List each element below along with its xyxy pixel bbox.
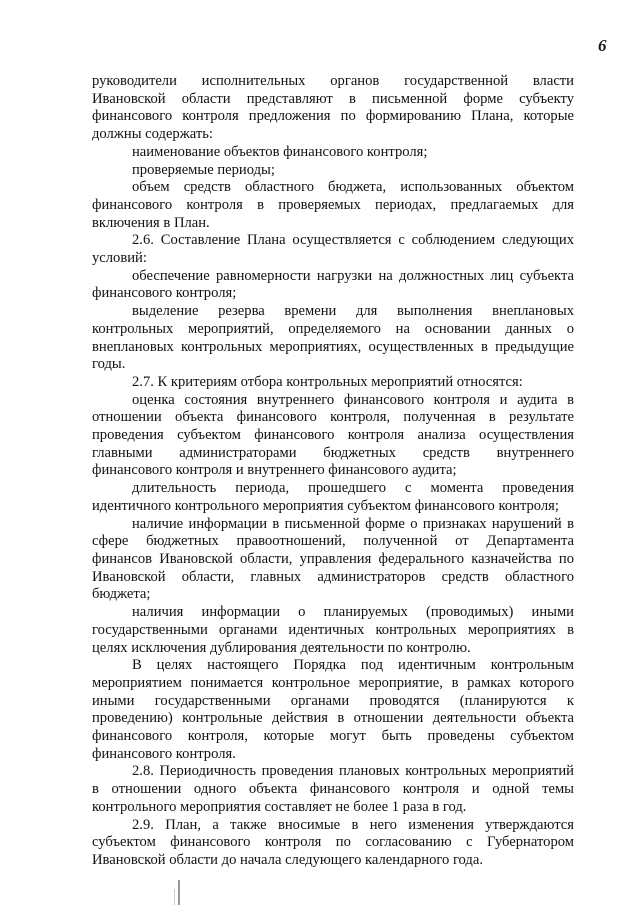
- text-line: иными государственными органами проводятся (планируются к: [92, 692, 574, 709]
- text-line: идентичного контрольного мероприятия субъектом финансового контроля;: [92, 497, 559, 514]
- text-line: В целях настоящего Порядка под идентичным контрольным: [132, 657, 574, 674]
- text-line: внеплановых контрольных мероприятиях, осуществленных в предыдущие: [92, 338, 574, 355]
- text-line: государственными органами идентичных контрольных мероприятиях в: [92, 621, 574, 638]
- text-line: проверяемые периоды;: [132, 161, 275, 178]
- text-line: проведения субъектом финансового контроля анализа осуществления: [92, 427, 574, 444]
- text-line: сфере бюджетных правоотношений, полученной от Департамента: [92, 533, 574, 550]
- text-line: наличия информации о планируемых (проводимых) иными: [132, 604, 574, 621]
- text-line: обеспечение равномерности нагрузки на должностных лиц субъекта: [132, 267, 574, 284]
- text-line: проведению) контрольные действия в отношении деятельности объекта: [92, 710, 574, 727]
- text-line: объем средств областного бюджета, использованных объектом: [132, 179, 574, 196]
- text-line: Ивановской области до начала следующего календарного года.: [92, 851, 483, 868]
- text-line: контрольного мероприятия составляет не более 1 раза в год.: [92, 798, 467, 815]
- text-line: наличие информации в письменной форме о признаках нарушений в: [132, 515, 574, 532]
- text-line: длительность периода, прошедшего с момента проведения: [132, 480, 574, 497]
- text-line: финансового контроля и внутреннего финансового аудита;: [92, 462, 457, 479]
- text-line: финансового контроля предложения по формированию Плана, которые: [92, 108, 574, 125]
- text-line: финансового контроля, которые могут быть проведены субъектом: [92, 728, 574, 745]
- text-line: 2.8. Периодичность проведения плановых контрольных мероприятий: [132, 763, 574, 780]
- text-line: оценка состояния внутреннего финансового контроля и аудита в: [132, 391, 574, 408]
- text-line: в отношении одного объекта финансового контроля и одной темы: [92, 781, 574, 798]
- text-line: 2.9. План, а также вносимые в него изменения утверждаются: [132, 816, 574, 833]
- text-line: мероприятием понимается контрольное мероприятие, в рамках которого: [92, 674, 574, 691]
- text-line: наименование объектов финансового контроля;: [132, 143, 428, 160]
- text-line: руководители исполнительных органов государственной власти: [92, 73, 574, 89]
- text-line: финансов Ивановской области, управления федерального казначейства по: [92, 550, 574, 567]
- text-line: финансового контроля;: [92, 285, 237, 302]
- page-number: 6: [598, 36, 607, 55]
- text-line: целях исключения дублирования деятельности по контролю.: [92, 639, 471, 656]
- text-line: финансового контроля в проверяемых периодах, предлагаемых для: [92, 196, 574, 213]
- text-line: должны содержать:: [92, 126, 213, 143]
- text-line: Ивановской области, главных администраторов средств областного: [92, 568, 574, 585]
- text-line: контрольных мероприятий, определяемого на основании данных о: [92, 320, 574, 337]
- text-line: бюджета;: [92, 586, 151, 603]
- text-line: 2.6. Составление Плана осуществляется с соблюдением следующих: [132, 232, 574, 249]
- text-line: главными администраторами бюджетных средств внутреннего: [92, 444, 574, 461]
- text-line: включения в План.: [92, 214, 210, 231]
- text-line: годы.: [92, 356, 126, 373]
- text-line: Ивановской области представляют в письменной форме субъекту: [92, 90, 574, 107]
- scan-artifact-mark: [178, 880, 180, 905]
- text-line: субъектом финансового контроля по согласованию с Губернатором: [92, 834, 574, 851]
- text-line: условий:: [92, 250, 147, 267]
- text-line: выделение резерва времени для выполнения внеплановых: [132, 303, 574, 320]
- text-line: отношении объекта финансового контроля, полученная в результате: [92, 409, 574, 426]
- text-line: 2.7. К критериям отбора контрольных мероприятий относятся:: [132, 373, 523, 390]
- text-line: финансового контроля.: [92, 745, 236, 762]
- scan-artifact-mark-faint: [174, 889, 175, 905]
- document-body: [92, 73, 574, 870]
